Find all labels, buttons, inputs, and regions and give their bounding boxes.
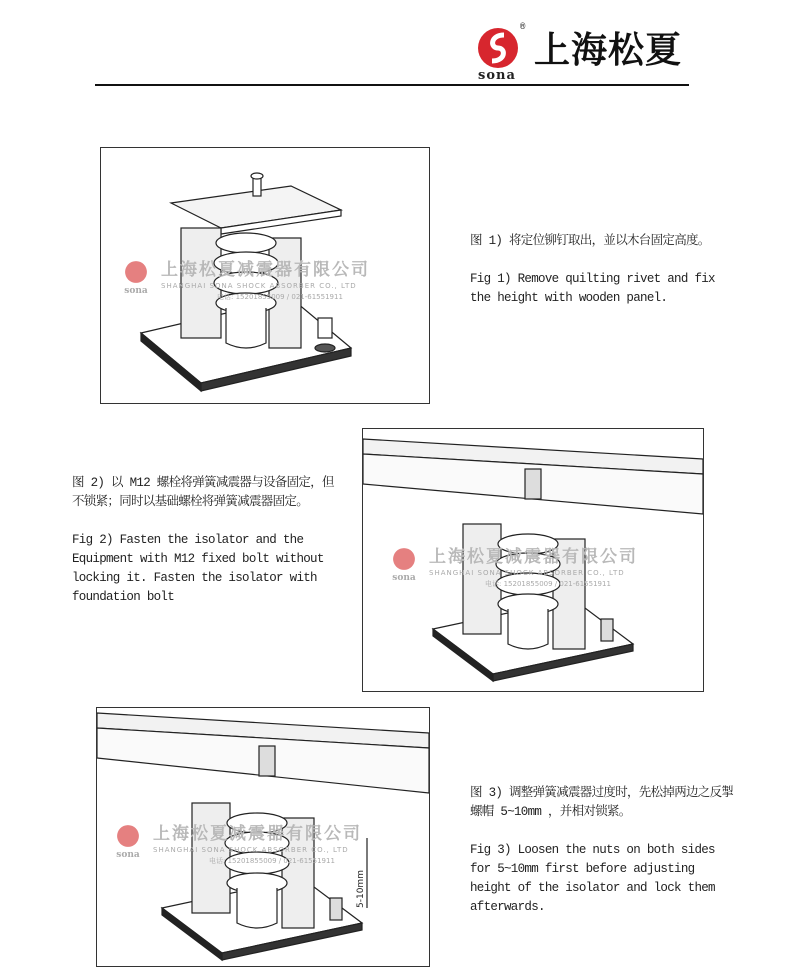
watermark-en: SHANGHAI SONA SHOCK ABSORBER CO., LTD xyxy=(153,846,349,854)
watermark-logo-icon xyxy=(124,260,148,284)
brand-cn: 上海松夏 xyxy=(534,30,683,71)
caption-en: Fig 2) Fasten the isolator and the Equipment with M12 fixed bolt without locking it. Fasten the isolator with foundation bolt xyxy=(72,533,324,604)
watermark xyxy=(111,824,362,866)
company-logo xyxy=(476,22,696,84)
watermark xyxy=(119,260,370,302)
watermark-logo-icon xyxy=(116,824,140,848)
figure-1-caption xyxy=(470,232,735,308)
watermark-logo xyxy=(387,547,421,584)
dimension-label: 5-10mm xyxy=(356,870,366,908)
figure-2-caption xyxy=(72,474,344,607)
caption-cn: 图 1) 将定位铆钉取出，並以木台固定高度。 xyxy=(470,234,710,248)
brand-en: sona xyxy=(478,68,516,83)
caption-cn: 图 2) 以 M12 螺栓将弹簧减震器与设备固定，但不锁紧；同时以基础螺栓将弹簧减震器固定。 xyxy=(72,476,334,509)
watermark-logo xyxy=(111,824,145,861)
figure-3-caption xyxy=(470,784,735,917)
caption-cn: 图 3) 调整弹簧减震器过度时，先松掉两边之反掣螺帽 5~10mm ，并相对锁紧。 xyxy=(470,786,734,819)
watermark-tel: 电话: 15201855009 / 021-61551911 xyxy=(209,857,335,865)
watermark-tel: 电话: 15201855009 / 021-61551911 xyxy=(217,293,343,301)
watermark-cn: 上海松夏减震器有限公司 xyxy=(429,547,638,567)
registered-mark: ® xyxy=(520,22,526,32)
watermark-logo-icon xyxy=(392,547,416,571)
figure-1-illustration xyxy=(100,147,430,404)
figure-3-illustration xyxy=(96,707,430,967)
sona-logo-icon xyxy=(476,26,520,70)
watermark-tel: 电话: 15201855009 / 021-61551911 xyxy=(485,580,611,588)
watermark-sona: sona xyxy=(392,573,416,583)
watermark xyxy=(387,547,638,589)
watermark-sona: sona xyxy=(116,850,140,860)
watermark-logo xyxy=(119,260,153,297)
header-divider xyxy=(95,84,689,86)
watermark-en: SHANGHAI SONA SHOCK ABSORBER CO., LTD xyxy=(429,569,625,577)
caption-en: Fig 3) Loosen the nuts on both sides for 5~10mm first before adjusting height of the isolator and lock them afterwards. xyxy=(470,843,715,914)
watermark-sona: sona xyxy=(124,286,148,296)
watermark-cn: 上海松夏减震器有限公司 xyxy=(161,260,370,280)
caption-en: Fig 1) Remove quilting rivet and fix the height with wooden panel. xyxy=(470,272,715,305)
figure-2-illustration xyxy=(362,428,704,692)
watermark-en: SHANGHAI SONA SHOCK ABSORBER CO., LTD xyxy=(161,282,357,290)
watermark-cn: 上海松夏减震器有限公司 xyxy=(153,824,362,844)
